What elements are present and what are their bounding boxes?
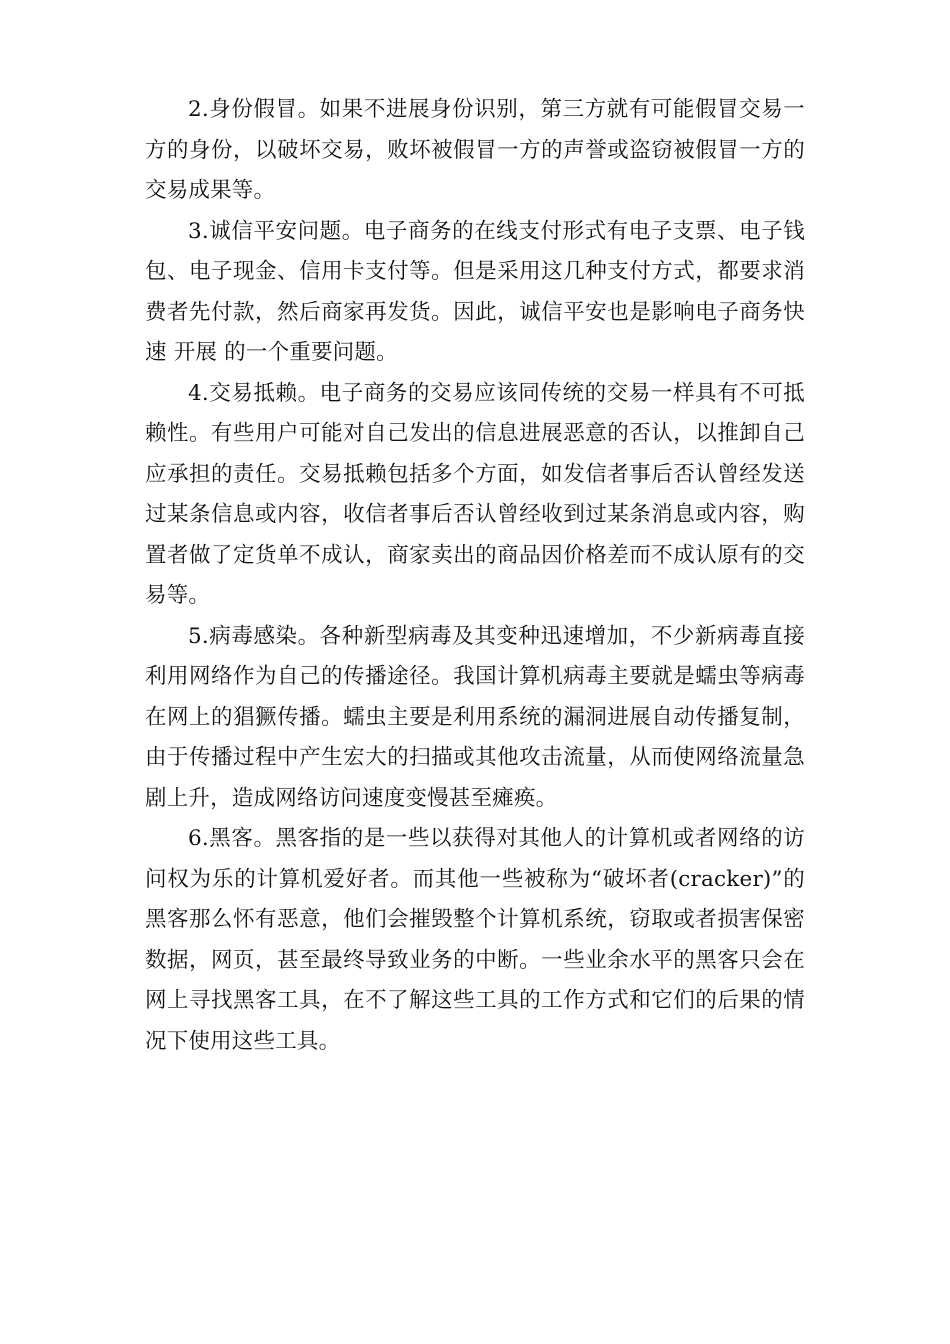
paragraph-hackers: 6.黑客。黑客指的是一些以获得对其他人的计算机或者网络的访问权为乐的计算机爱好者。而其他一些被称为“破坏者(cracker)”的黑客那么怀有恶意，他们会摧毁整个计算机系统，窃取或者损害保密数据，网页，甚至最终导致业务的中断。一些业余水平的黑客只会在网上寻找黑客工具，在不了解这些工具的工作方式和它们的后果的情况下使用这些工具。 bbox=[145, 826, 805, 1054]
paragraph-transaction-repudiation: 4.交易抵赖。电子商务的交易应该同传统的交易一样具有不可抵赖性。有些用户可能对自己发出的信息进展恶意的否认，以推卸自己应承担的责任。交易抵赖包括多个方面，如发信者事后否认曾经发送过某条信息或内容，收信者事后否认曾经收到过某条消息或内容，购置者做了定货单不成认，商家卖出的商品因价格差而不成认原有的交易等。 bbox=[145, 380, 805, 608]
paragraph-identity-spoofing: 2.身份假冒。如果不进展身份识别，第三方就有可能假冒交易一方的身份，以破坏交易，败坏被假冒一方的声誉或盗窃被假冒一方的交易成果等。 bbox=[145, 97, 805, 203]
document-body bbox=[145, 90, 805, 1062]
paragraph-virus-infection: 5.病毒感染。各种新型病毒及其变种迅速增加，不少新病毒直接利用网络作为自己的传播途径。我国计算机病毒主要就是蠕虫等病毒在网上的猖獗传播。蠕虫主要是利用系统的漏洞进展自动传播复制，由于传播过程中产生宏大的扫描或其他攻击流量，从而使网络流量急剧上升，造成网络访问速度变慢甚至瘫痪。 bbox=[145, 623, 805, 811]
paragraph-trust-security: 3.诚信平安问题。电子商务的在线支付形式有电子支票、电子钱包、电子现金、信用卡支付等。但是采用这几种支付方式，都要求消费者先付款，然后商家再发货。因此，诚信平安也是影响电子商务快速 开展 的一个重要问题。 bbox=[145, 218, 805, 365]
